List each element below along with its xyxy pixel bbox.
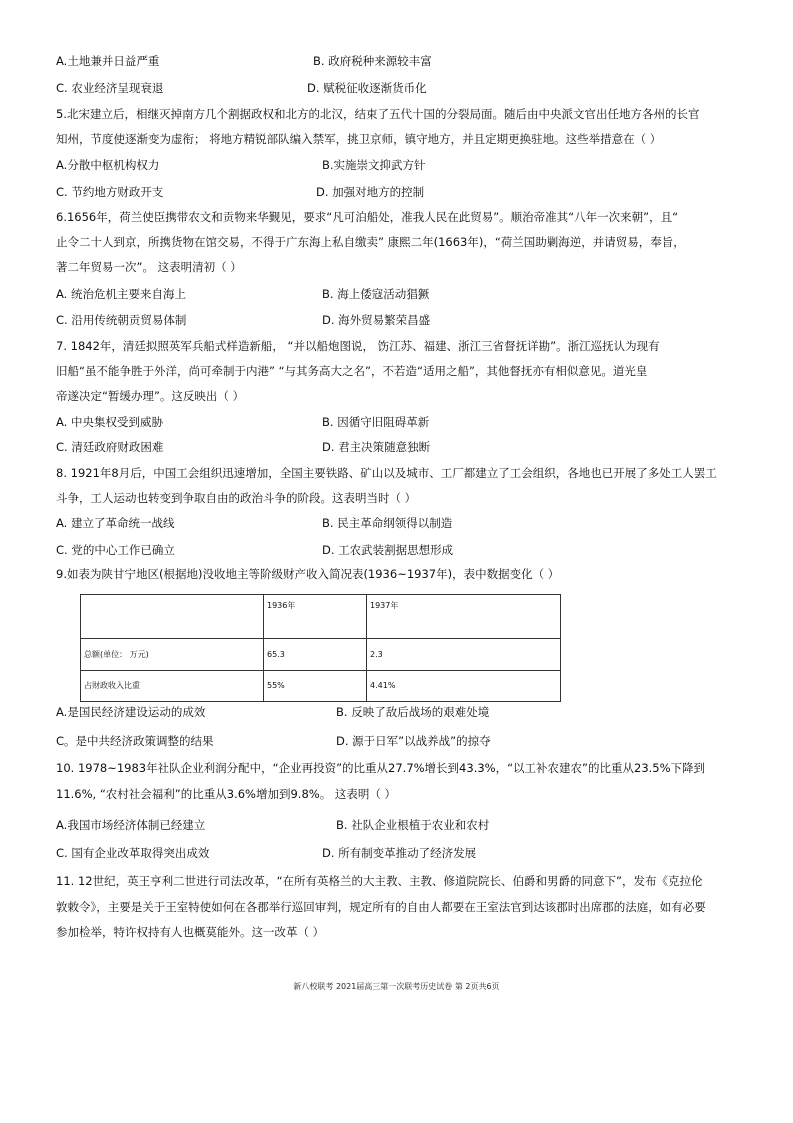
- q5-stem-line-1: 5.北宋建立后，相继灭掉南方几个割据政权和北方的北汉，结束了五代十国的分裂局面。随后由中央派文官出任地方各州的长官: [56, 107, 700, 121]
- page-footer: 新八校联考 2021届高三第一次联考历史试卷 第 2页共6页: [293, 982, 500, 991]
- table-cell: 总额(单位： 万元): [81, 639, 264, 670]
- q11-stem-line-3: 参加检举，特许权持有人也概莫能外。这一改革（ ）: [56, 925, 325, 939]
- table-cell: 55%: [264, 670, 367, 701]
- q9-option-b: B. 反映了敌后战场的艰难处境: [336, 705, 490, 719]
- q8-option-b: B. 民主革命纲领得以制造: [322, 516, 453, 530]
- table-row: [81, 639, 561, 670]
- q8-option-a: A. 建立了革命统一战线: [56, 516, 175, 530]
- q11-stem-line-2: 敦敕令》，主要是关于王室特使如何在各郡举行巡回审判，规定所有的自由人都要在王室法官到达该郡时出席郡的法庭，如有必要: [56, 900, 706, 914]
- q7-stem-line-1: 7. 1842年，清廷拟照英军兵船式样造新船， “并以船炮图说， 饬江苏、福建、浙江三省督抚详勘”。浙江巡抚认为现有: [56, 339, 660, 353]
- q8-stem-line-2: 斗争，工人运动也转变到争取自由的政治斗争的阶段。这表明当时（ ）: [56, 491, 417, 505]
- q6-option-b: B. 海上倭寇活动猖獗: [322, 287, 430, 301]
- q10-option-d: D. 所有制变革推动了经济发展: [322, 846, 477, 860]
- q4-option-b: B. 政府税种来源较丰富: [313, 54, 432, 68]
- q7-option-a: A. 中央集权受到威胁: [56, 415, 163, 429]
- q5-option-d: D. 加强对地方的控制: [316, 185, 425, 199]
- q6-option-c: C. 沿用传统朝贡贸易体制: [56, 313, 187, 327]
- q4-option-c: C. 农业经济呈现衰退: [56, 81, 164, 95]
- table-row: [81, 670, 561, 701]
- q6-option-d: D. 海外贸易繁荣昌盛: [322, 313, 431, 327]
- q4-option-a: A.土地兼并日益严重: [56, 54, 160, 68]
- q8-option-d: D. 工农武装割据思想形成: [322, 543, 454, 557]
- q5-option-c: C. 节约地方财政开支: [56, 185, 164, 199]
- q8-option-c: C. 党的中心工作已确立: [56, 543, 175, 557]
- q11-stem-line-1: 11. 12世纪，英王亨利二世进行司法改革，“在所有英格兰的大主教、主教、修道院院长、伯爵和男爵的同意下”，发布《克拉伦: [56, 874, 703, 888]
- q6-stem-line-3: 著二年贸易一次”。 这表明清初（ ）: [56, 260, 242, 274]
- q7-option-c: C. 清廷政府财政困难: [56, 440, 164, 454]
- q10-option-c: C. 国有企业改革取得突出成效: [56, 846, 210, 860]
- q9-stem: 9.如表为陕甘宁地区(根据地)没收地主等阶级财产收入简况表(1936~1937年)，表中数据变化（ ）: [56, 567, 560, 581]
- q10-option-b: B. 社队企业根植于农业和农村: [336, 818, 490, 832]
- q4-option-d: D. 赋税征收逐渐货币化: [307, 81, 427, 95]
- table-header-cell: 1937年: [367, 595, 561, 639]
- q7-option-d: D. 君主决策随意独断: [322, 440, 431, 454]
- q9-option-c: C。是中共经济政策调整的结果: [56, 734, 214, 748]
- q7-stem-line-2: 旧船“虽不能争胜于外洋，尚可牵制于内港” “与其务高大之名”，不若造“适用之船”，其他督抚亦有相似意见。道光皇: [56, 364, 648, 378]
- q5-option-a: A.分散中枢机构权力: [56, 158, 160, 172]
- q7-option-b: B. 因循守旧阻碍革新: [322, 415, 430, 429]
- q6-stem-line-1: 6.1656年，荷兰使臣携带农文和贡物来华觐见，要求“凡可泊船处，准我人民在此贸易”。顺治帝准其“八年一次来朝”，且“: [56, 210, 679, 224]
- table-cell: 占财政收入比重: [81, 670, 264, 701]
- q8-stem-line-1: 8. 1921年8月后，中国工会组织迅速增加，全国主要铁路、矿山以及城市、工厂都建立了工会组织，各地也已开展了多处工人罢工: [56, 466, 717, 480]
- table-cell: 2.3: [367, 639, 561, 670]
- table-header-cell: 1936年: [264, 595, 367, 639]
- q6-stem-line-2: 止令二十人到京，所携货物在馆交易，不得于广东海上私自缴卖” 康熙二年(1663年)，“荷兰国助剿海逆，并请贸易，奉旨，: [56, 235, 685, 249]
- q10-stem-line-1: 10. 1978~1983年社队企业利润分配中，“企业再投资”的比重从27.7%增长到43.3%，“以工补农建农”的比重从23.5%下降到: [56, 761, 706, 775]
- q5-stem-line-2: 知州，节度使逐渐变为虚衔； 将地方精锐部队编入禁军，挑卫京师，镇守地方，并且定期更换驻地。这些举措意在（ ）: [56, 132, 662, 146]
- table-cell: 65.3: [264, 639, 367, 670]
- q9-option-d: D. 源于日军”以战养战”的掠夺: [336, 734, 491, 748]
- table-header-cell: [81, 595, 264, 639]
- q6-option-a: A. 统治危机主要来自海上: [56, 287, 186, 301]
- q7-stem-line-3: 帝遂决定“暂缓办理”。这反映出（ ）: [56, 389, 245, 403]
- q9-option-a: A.是国民经济建设运动的成效: [56, 705, 206, 719]
- q9-data-table: [80, 594, 561, 702]
- q10-option-a: A.我国市场经济体制已经建立: [56, 818, 206, 832]
- q10-stem-line-2: 11.6%, “农村社会福利”的比重从3.6%增加到9.8%。 这表明（ ）: [56, 787, 397, 801]
- table-header-row: [81, 595, 561, 639]
- table-cell: 4.41%: [367, 670, 561, 701]
- q5-option-b: B.实施崇文抑武方针: [322, 158, 426, 172]
